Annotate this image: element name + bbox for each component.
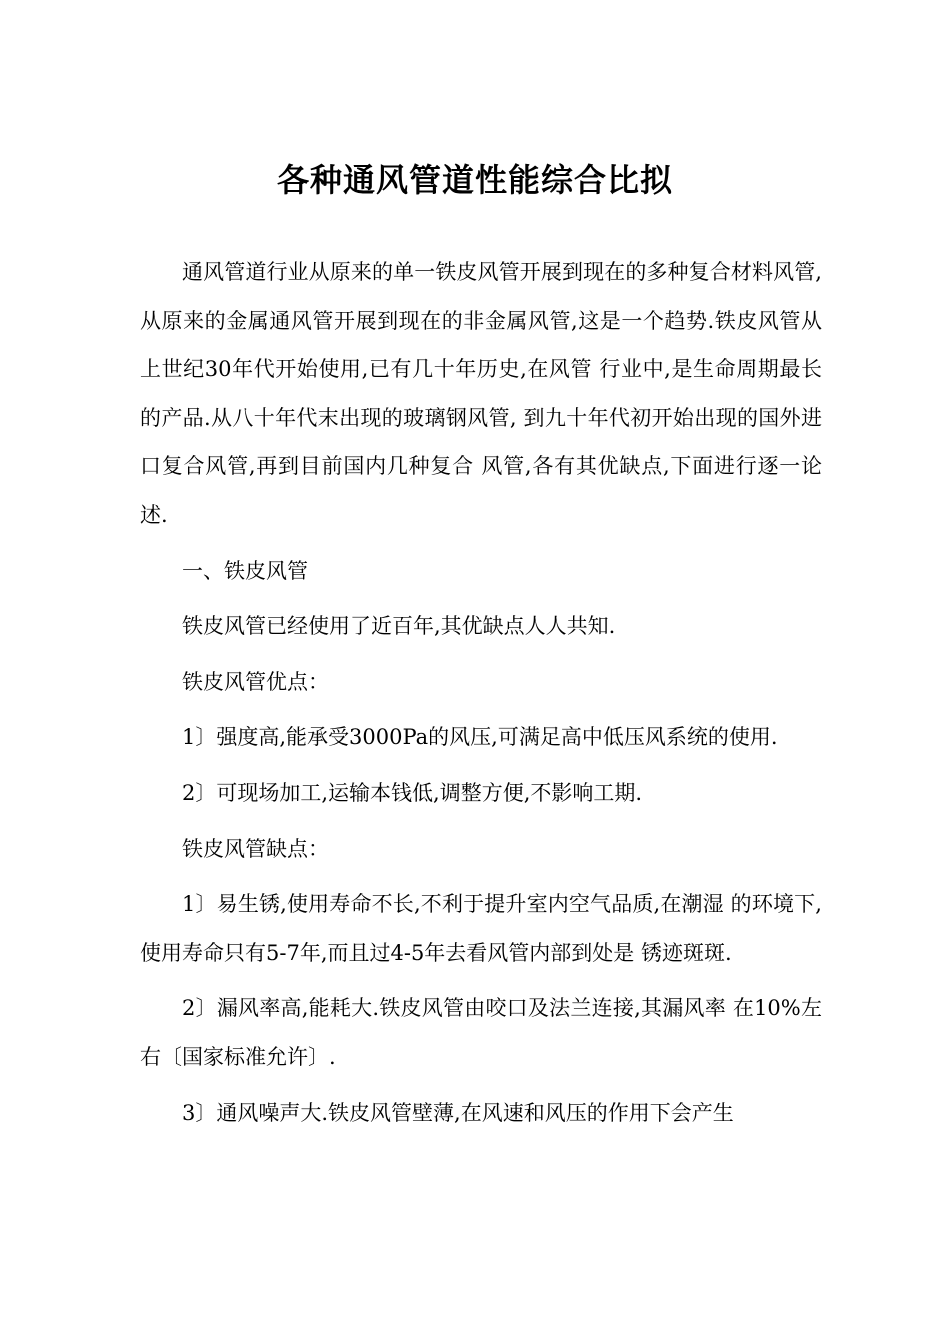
disadvantage-item: 2〕漏风率高,能耗大.铁皮风管由咬口及法兰连接,其漏风率 在10%左右〔国家标准允许〕.: [140, 996, 822, 1069]
disadvantages-heading: 铁皮风管缺点：: [182, 836, 329, 861]
paragraph-intro: 通风管道行业从原来的单一铁皮风管开展到现在的多种复合材料风管,从原来的金属通风管开展到现在的非金属风管,这是一个趋势.铁皮风管从上世纪30年代开始使用,已有几十年历史,在风管 行业中,是生命周期最长的产品.从八十年代末出现的玻璃钢风管, 到九十年代初开始出现的国外进口复合风管,再到目前国内几种复合 风管,各有其优缺点,下面进行逐一论述.: [140, 260, 822, 527]
advantage-item: 2〕可现场加工,运输本钱低,调整方便,不影响工期.: [182, 780, 643, 805]
paragraph: 铁皮风管已经使用了近百年,其优缺点人人共知.: [182, 614, 616, 639]
section-heading-iron-duct: 一、铁皮风管: [182, 558, 308, 583]
disadvantage-item: 3〕通风噪声大.铁皮风管壁薄,在风速和风压的作用下会产生: [182, 1100, 734, 1125]
document-body: [140, 248, 822, 1144]
document-title: 各种通风管道性能综合比拟: [276, 161, 673, 199]
advantage-item: 1〕强度高,能承受3000Pa的风压,可满足高中低压风系统的使用.: [182, 725, 778, 750]
disadvantage-item: 1〕易生锈,使用寿命不长,不利于提升室内空气品质,在潮湿 的环境下,使用寿命只有5-7年,而且过4-5年去看风管内部到处是 锈迹斑斑.: [140, 892, 822, 965]
advantages-heading: 铁皮风管优点：: [182, 669, 329, 694]
